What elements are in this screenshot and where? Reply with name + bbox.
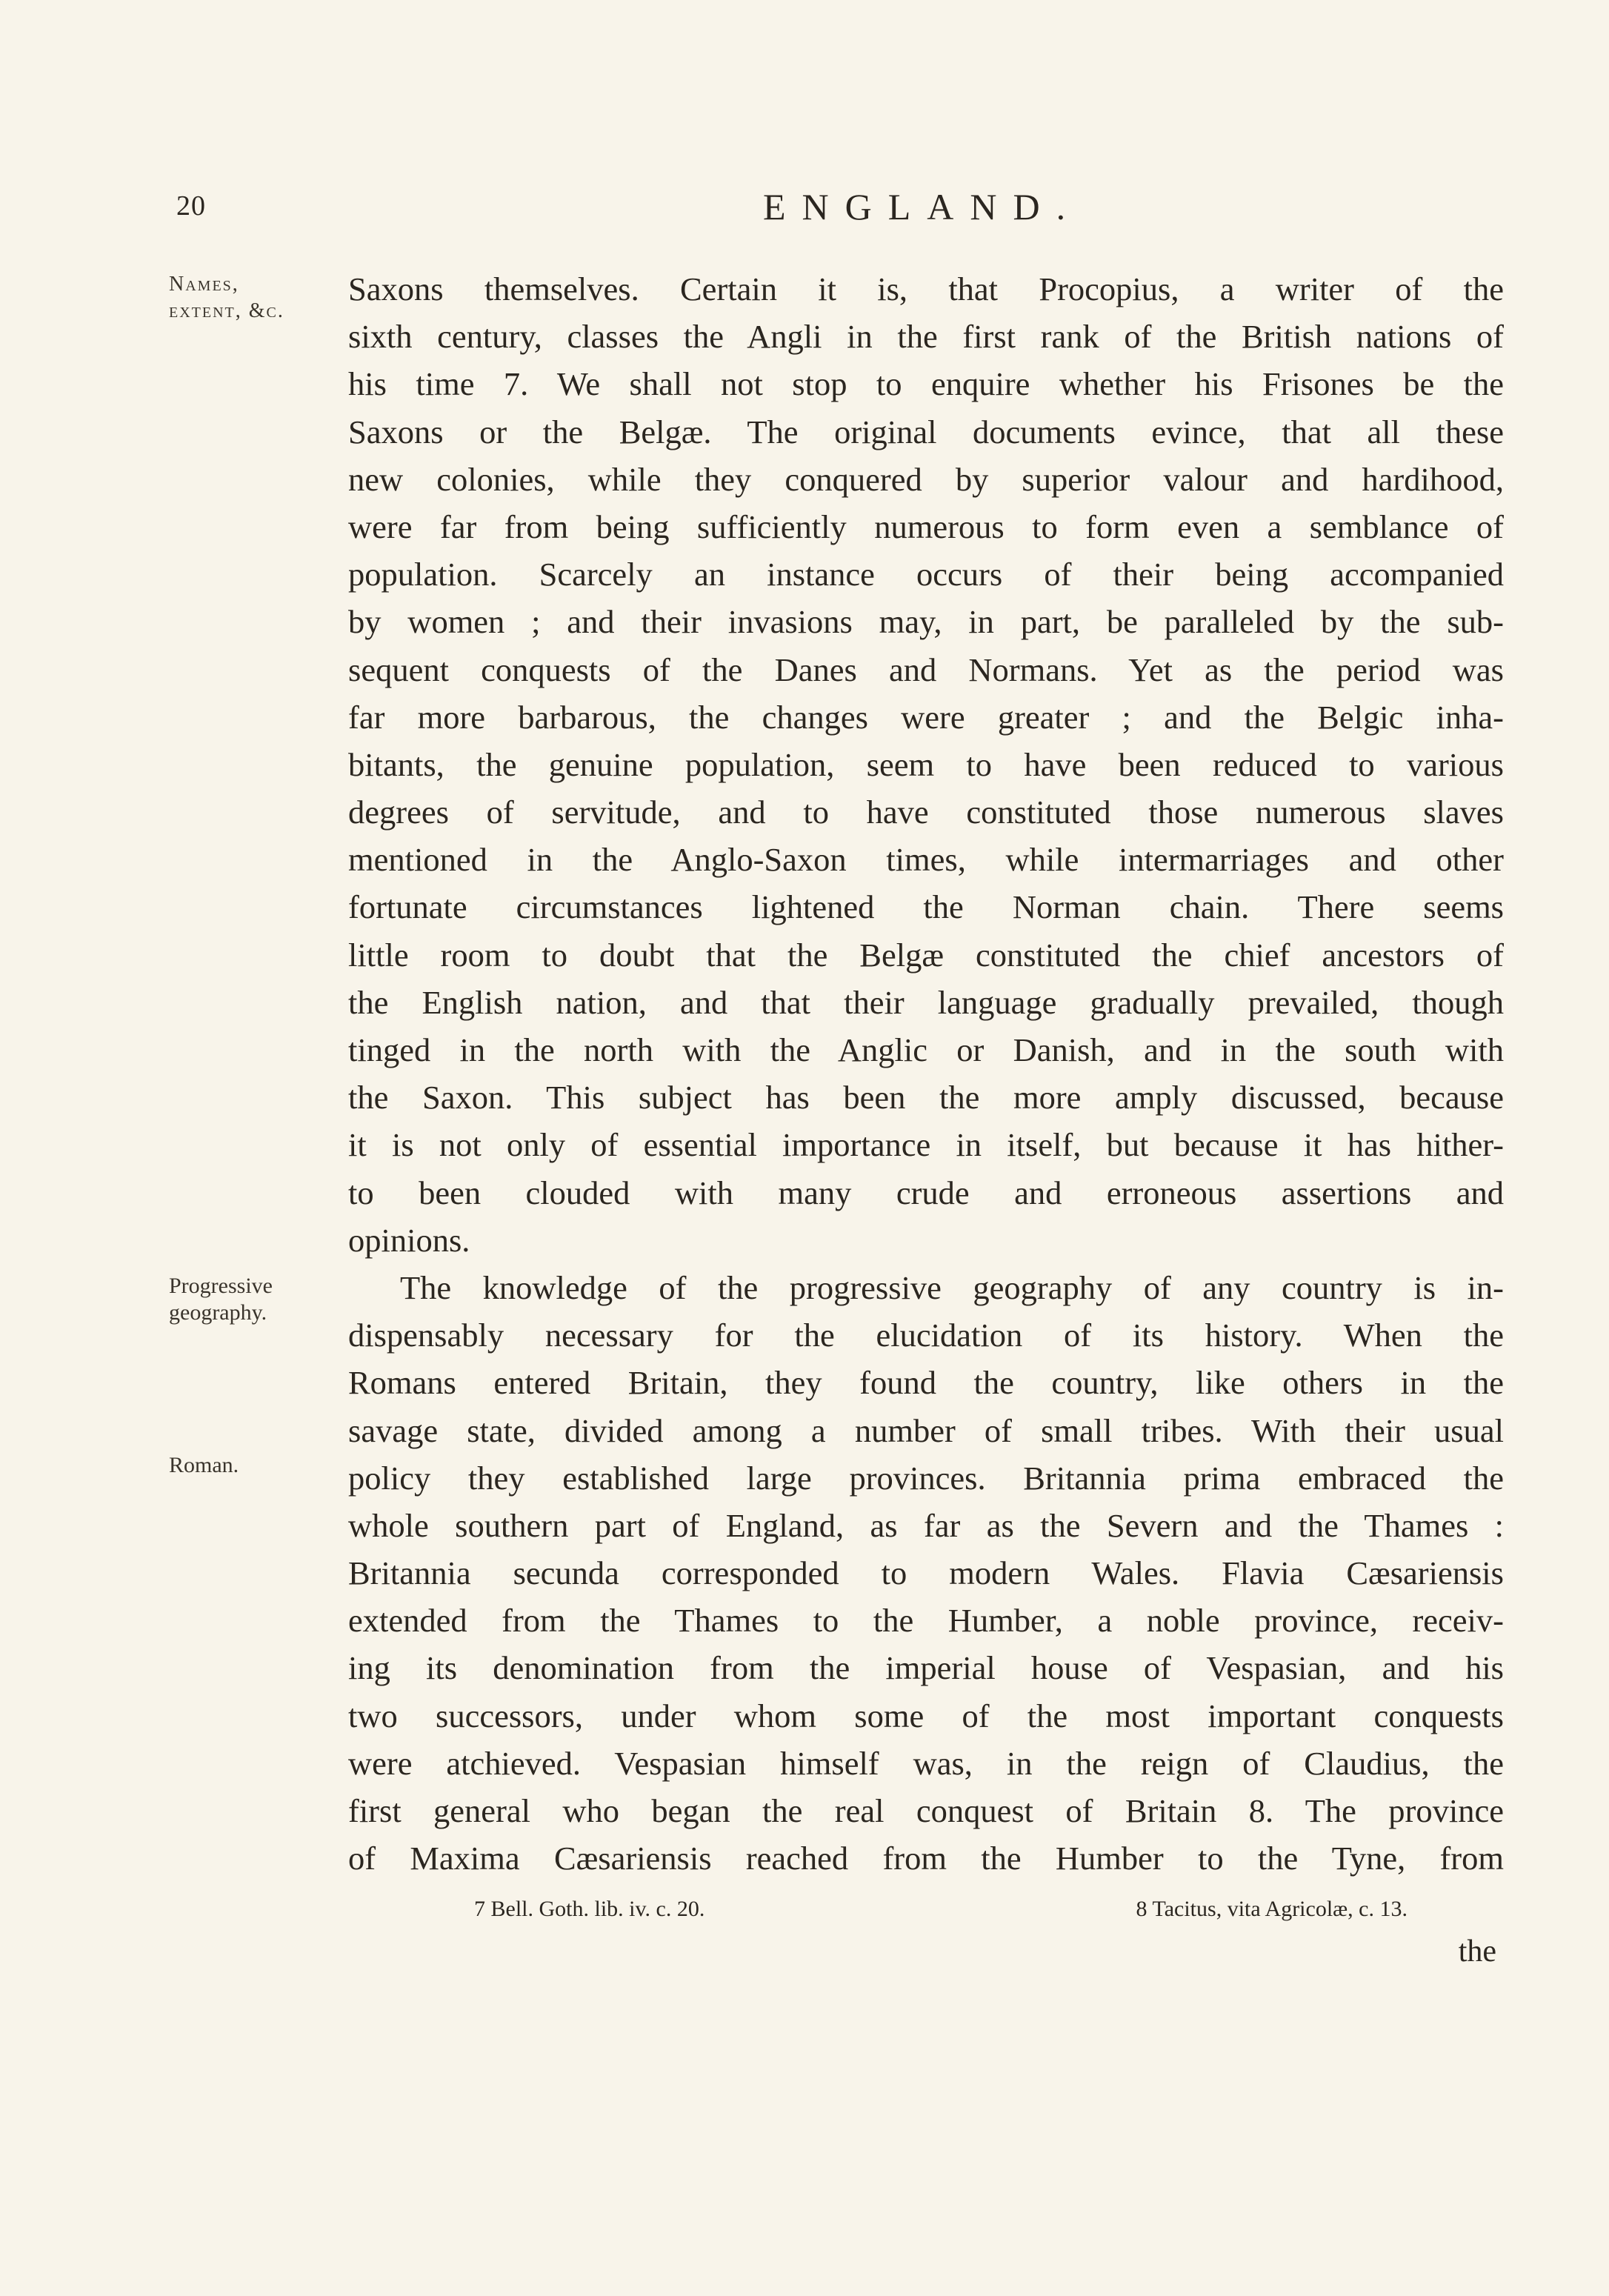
text-line: it is not only of essential importance in itself, but because it has hither-	[348, 1126, 1504, 1164]
catchword: the	[1458, 1934, 1496, 1969]
text-line: his time 7. We shall not stop to enquire whether his Frisones be the	[348, 365, 1504, 403]
text-line: far more barbarous, the changes were greater ; and the Belgic inha-	[348, 698, 1504, 736]
text-line: the Saxon. This subject has been the more amply discussed, because	[348, 1079, 1504, 1117]
text-line: of Maxima Cæsariensis reached from the Humber to the Tyne, from	[348, 1840, 1504, 1877]
text-line: mentioned in the Anglo-Saxon times, while intermarriages and other	[348, 841, 1504, 879]
text-line: extended from the Thames to the Humber, a noble province, receiv-	[348, 1602, 1504, 1640]
text-line: tinged in the north with the Anglic or Danish, and in the south with	[348, 1031, 1504, 1068]
footnote-7: 7 Bell. Goth. lib. iv. c. 20.	[474, 1897, 705, 1921]
body-text	[348, 265, 1504, 1882]
running-head: ENGLAND.	[763, 186, 1082, 227]
text-line: Romans entered Britain, they found the country, like others in the	[348, 1364, 1504, 1402]
footnote-8: 8 Tacitus, vita Agricolæ, c. 13.	[1136, 1897, 1408, 1921]
footnotes	[474, 1897, 1408, 1922]
text-line: The knowledge of the progressive geography of any country is in-	[400, 1268, 1504, 1306]
text-line: bitants, the genuine population, seem to have been reduced to various	[348, 745, 1504, 783]
text-line: first general who began the real conquest of Britain 8. The province	[348, 1792, 1504, 1829]
text-line: by women ; and their invasions may, in part, be paralleled by the sub-	[348, 603, 1504, 641]
text-line: to been clouded with many crude and erroneous assertions and	[348, 1174, 1504, 1211]
text-line: sixth century, classes the Angli in the first rank of the British nations of	[348, 318, 1504, 356]
text-line: the English nation, and that their language gradually prevailed, though	[348, 983, 1504, 1021]
text-line: Saxons or the Belgæ. The original documents evince, that all these	[348, 413, 1504, 450]
text-line: dispensably necessary for the elucidation of its history. When the	[348, 1317, 1504, 1354]
text-line: opinions.	[348, 1221, 470, 1259]
margin-note-roman: Roman.	[169, 1453, 239, 1477]
text-line: were far from being sufficiently numerous to form even a semblance of	[348, 508, 1504, 545]
text-line: new colonies, while they conquered by superior valour and hardihood,	[348, 460, 1504, 498]
text-line: ing its denomination from the imperial house of Vespasian, and his	[348, 1649, 1504, 1687]
page-number: 20	[176, 190, 206, 222]
margin-note-progressive-geography: Progressive geography.	[169, 1274, 273, 1325]
text-line: sequent conquests of the Danes and Normans. Yet as the period was	[348, 650, 1504, 688]
text-line: whole southern part of England, as far as the Severn and the Thames :	[348, 1506, 1504, 1544]
text-line: little room to doubt that the Belgæ constituted the chief ancestors of	[348, 936, 1504, 974]
text-line: fortunate circumstances lightened the Norman chain. There seems	[348, 888, 1504, 926]
text-line: population. Scarcely an instance occurs of their being accompanied	[348, 556, 1504, 593]
text-line: were atchieved. Vespasian himself was, in the reign of Claudius, the	[348, 1744, 1504, 1782]
text-line: policy they established large provinces. Britannia prima embraced the	[348, 1459, 1504, 1497]
text-line: Britannia secunda corresponded to modern Wales. Flavia Cæsariensis	[348, 1554, 1504, 1592]
text-line: two successors, under whom some of the most important conquests	[348, 1697, 1504, 1734]
text-line: Saxons themselves. Certain it is, that Procopius, a writer of the	[348, 270, 1504, 307]
margin-note-names-extent: Names, extent, &c.	[169, 273, 284, 322]
text-line: savage state, divided among a number of small tribes. With their usual	[348, 1411, 1504, 1449]
text-line: degrees of servitude, and to have constituted those numerous slaves	[348, 793, 1504, 831]
